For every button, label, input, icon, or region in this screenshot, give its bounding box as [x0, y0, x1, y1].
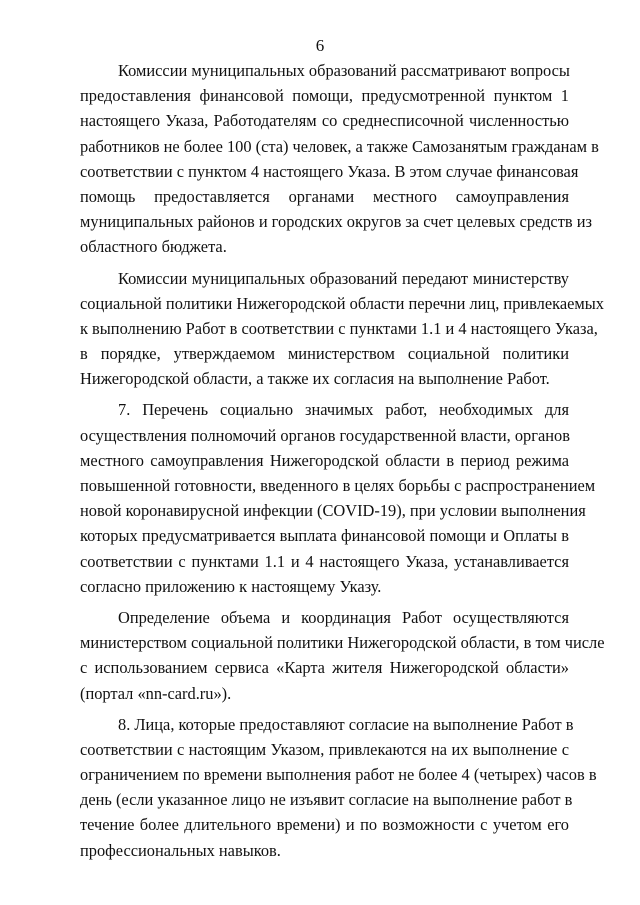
text-line: министерством социальной политики Нижегородской области, в том числе — [80, 633, 605, 653]
text-line: повышенной готовности, введенного в целях борьбы с распространением — [80, 476, 596, 495]
text-line: местного самоуправления Нижегородской области в период режима — [80, 450, 569, 470]
text-line: с использованием сервиса «Карта жителя Нижегородской области» — [80, 658, 569, 678]
text-line: предоставления финансовой помощи, предусмотренной пунктом 1 — [80, 86, 569, 106]
text-line: Нижегородской области, а также их согласия на выполнение Работ. — [80, 369, 550, 389]
text-line: помощь предоставляется органами местного самоуправления — [80, 186, 569, 206]
text-line: соответствии с пунктами 1.1 и 4 настоящего Указа, устанавливается — [80, 551, 569, 571]
text-line: к выполнению Работ в соответствии с пунктами 1.1 и 4 настоящего Указа, — [80, 318, 598, 338]
paragraph-work-definition — [80, 605, 605, 706]
text-line: день (если указанное лицо не изъявит согласие на выполнение работ в — [80, 790, 573, 810]
text-line: течение более длительного времени) и по возможности с учетом его — [80, 815, 569, 835]
text-line: муниципальных районов и городских округов за счет целевых средств из — [80, 212, 592, 232]
text-line: настоящего Указа, Работодателям со среднесписочной численностью — [80, 111, 569, 131]
text-line: 7. Перечень социально значимых работ, необходимых для — [118, 400, 569, 420]
text-line: социальной политики Нижегородской области перечни лиц, привлекаемых — [80, 293, 604, 313]
text-line: согласно приложению к настоящему Указу. — [80, 576, 382, 596]
text-line: осуществления полномочий органов государственной власти, органов — [80, 425, 570, 445]
text-line: новой коронавирусной инфекции (COVID-19), при условии выполнения — [80, 501, 586, 521]
text-line: работников не более 100 (ста) человек, а также Самозанятым гражданам в — [80, 136, 599, 156]
text-line: Определение объема и координация Работ осуществляются — [118, 607, 569, 627]
document-body — [80, 58, 605, 863]
text-line: областного бюджета. — [80, 237, 227, 257]
paragraph-commissions-transfer — [80, 266, 604, 392]
text-line: Комиссии муниципальных образований передают министерству — [118, 268, 569, 288]
text-line: соответствии с настоящим Указом, привлекаются на их выполнение с — [80, 739, 569, 759]
text-line: ограничением по времени выполнения работ не более 4 (четырех) часов в — [80, 765, 597, 785]
paragraph-commissions-consider — [80, 58, 599, 260]
text-line: Комиссии муниципальных образований рассматривают вопросы — [118, 61, 570, 80]
text-line: которых предусматривается выплата финансовой помощи и Оплаты в — [80, 526, 569, 546]
text-line: 8. Лица, которые предоставляют согласие на выполнение Работ в — [118, 714, 574, 734]
text-line: соответствии с пунктом 4 настоящего Указа. В этом случае финансовая — [80, 161, 579, 181]
page-number: 6 — [315, 36, 325, 55]
paragraph-item-8 — [80, 712, 597, 863]
text-line: (портал «nn-card.ru»). — [80, 683, 232, 703]
paragraph-item-7 — [80, 397, 596, 599]
text-line: профессиональных навыков. — [80, 840, 281, 860]
text-line: в порядке, утверждаемом министерством социальной политики — [80, 344, 569, 364]
